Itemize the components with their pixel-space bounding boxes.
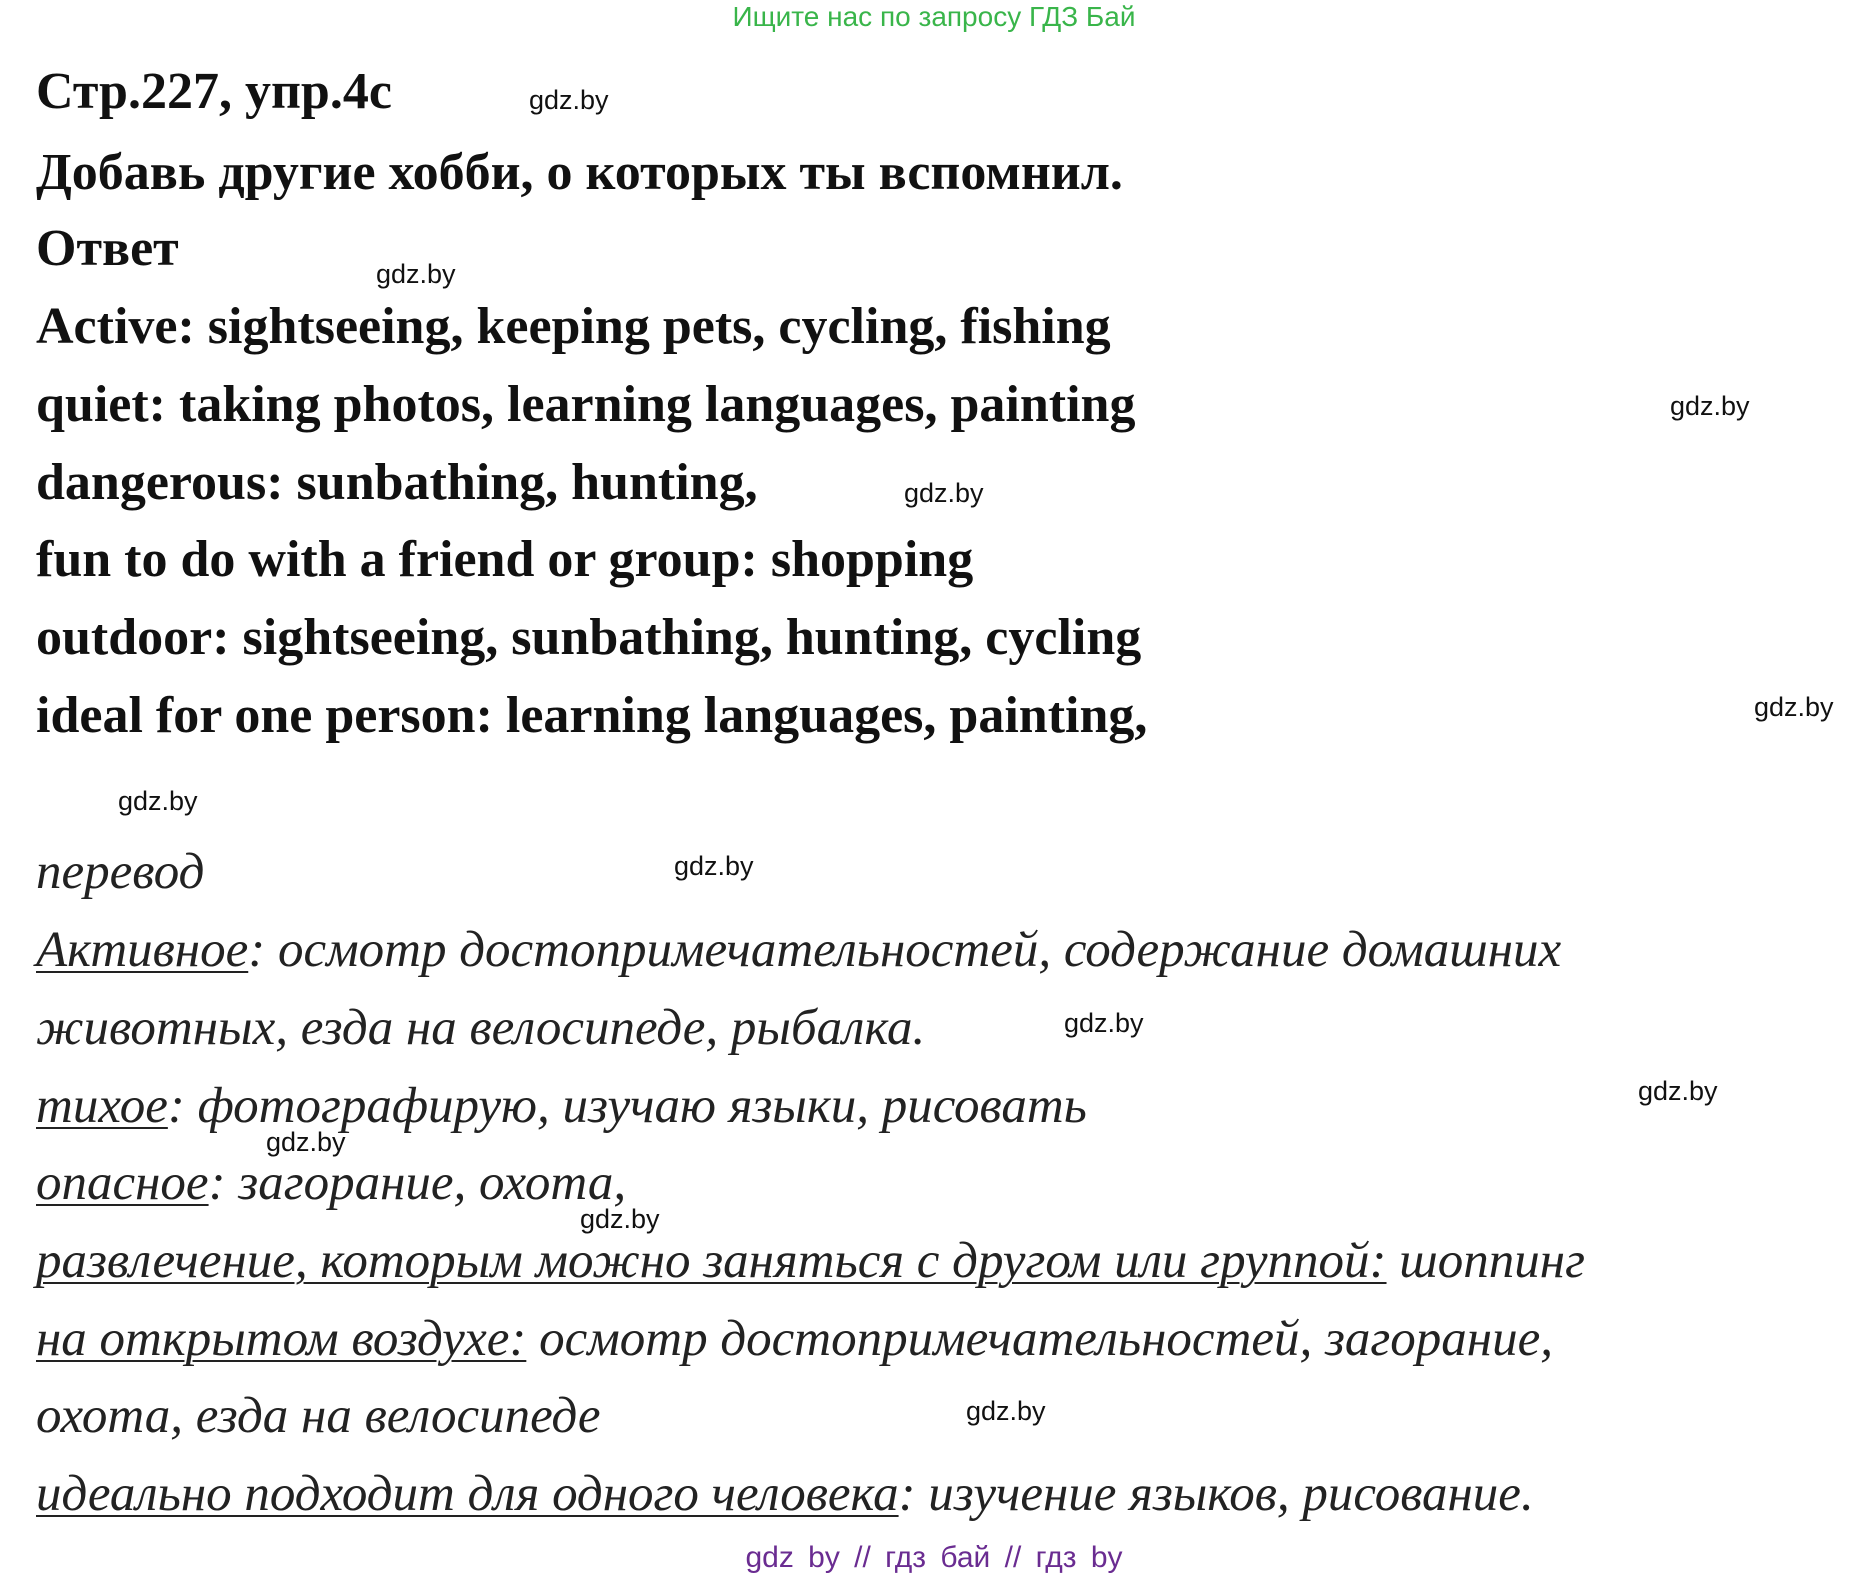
page-reference: Стр.227, упр.4с [36,63,392,120]
watermark: gdz.by [966,1396,1046,1426]
watermark: gdz.by [266,1127,346,1157]
translation-text-dangerous: : загорание, охота, [208,1155,627,1211]
answer-line-quiet: quiet: taking photos, learning languages, painting [36,376,1136,433]
watermark: gdz.by [580,1204,660,1234]
translation-category-outdoor: на открытом воздухе: [36,1311,527,1367]
answer-line-fun: fun to do with a friend or group: shopping [36,531,974,588]
search-banner: Ищите нас по запросу ГДЗ Бай [732,1,1136,32]
translation-text-quiet: : фотографирую, изучаю языки, рисовать [167,1078,1087,1134]
answer-line-active: Active: sightseeing, keeping pets, cycling, fishing [36,298,1111,355]
watermark: gdz.by [529,85,609,115]
translation-category-ideal: идеально подходит для одного человека [36,1466,899,1522]
watermark: gdz.by [904,478,984,508]
translation-line-active [36,920,1561,980]
translation-category-fun: развлечение, которым можно заняться с другом или группой: [36,1233,1387,1289]
translation-line-quiet [36,1076,1087,1136]
footer-links: gdz by // гдз бай // гдз by [745,1541,1123,1574]
watermark: gdz.by [1064,1008,1144,1038]
watermark: gdz.by [1670,391,1750,421]
watermark: gdz.by [1638,1076,1718,1106]
translation-text-ideal: : изучение языков, рисование. [898,1466,1534,1522]
task-text: Добавь другие хобби, о которых ты вспомнил. [36,144,1123,201]
translation-line-active-cont: животных, езда на велосипеде, рыбалка. [36,1000,926,1056]
translation-label: перевод [36,844,205,900]
translation-text-active: : осмотр достопримечательностей, содержание домашних [248,922,1562,978]
watermark: gdz.by [118,786,198,816]
answer-line-outdoor: outdoor: sightseeing, sunbathing, hunting, cycling [36,609,1142,666]
answer-line-dangerous: dangerous: sunbathing, hunting, [36,454,758,511]
translation-line-ideal [36,1464,1534,1524]
translation-line-outdoor [36,1309,1553,1369]
watermark: gdz.by [674,851,754,881]
translation-text-outdoor: осмотр достопримечательностей, загорание, [526,1311,1553,1367]
answer-line-ideal: ideal for one person: learning languages, painting, [36,687,1148,744]
translation-category-active: Активное [36,922,249,978]
translation-line-fun [36,1231,1585,1291]
watermark: gdz.by [376,259,456,289]
translation-line-outdoor-cont: охота, езда на велосипеде [36,1388,601,1444]
translation-category-dangerous: опасное [36,1155,209,1211]
answer-label: Ответ [36,220,179,277]
translation-line-dangerous [36,1153,626,1213]
watermark: gdz.by [1754,692,1834,722]
translation-category-quiet: тихое [36,1078,168,1134]
translation-text-fun: шоппинг [1386,1233,1585,1289]
